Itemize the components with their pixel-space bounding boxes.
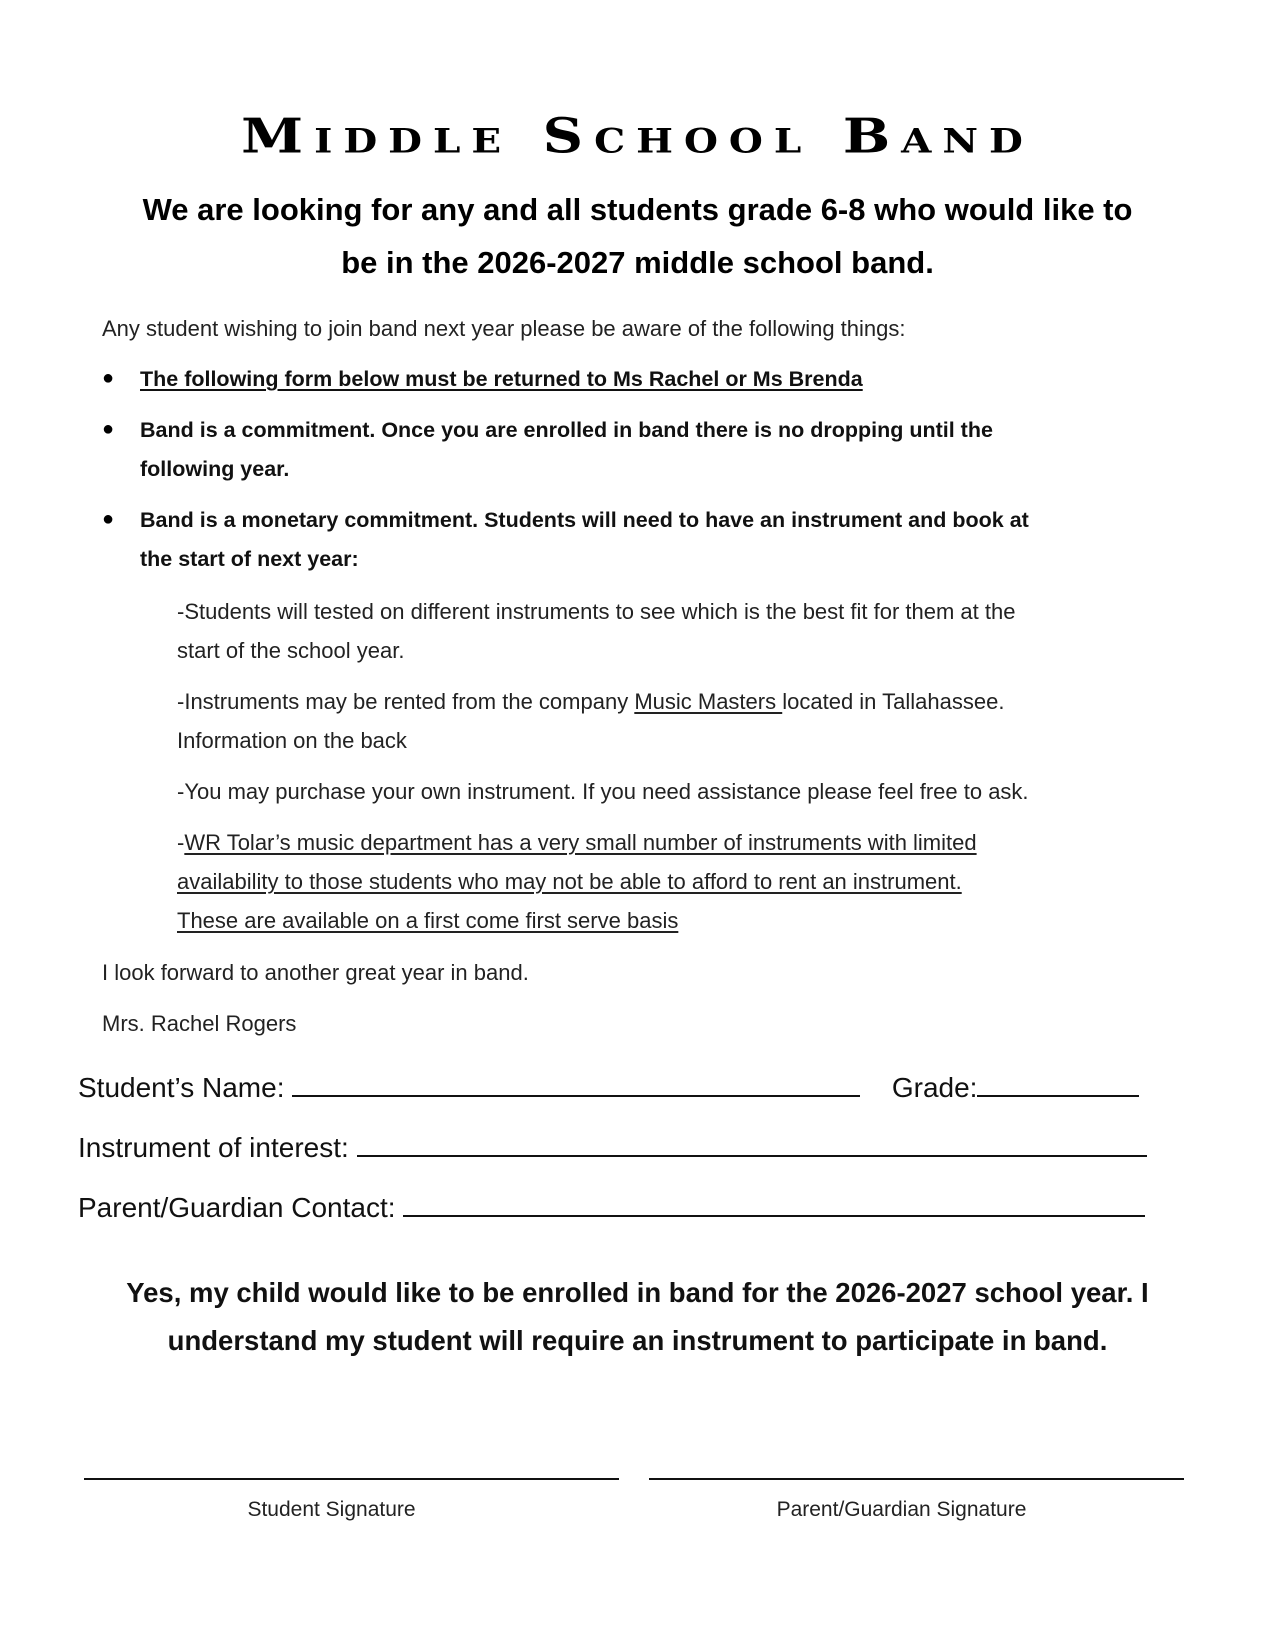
student-signature-label: Student Signature (247, 1498, 416, 1521)
intro-text: Any student wishing to join band next year please be aware of the following things: (102, 316, 906, 341)
detail-tolar-text-1: WR Tolar’s music department has a very small number of instruments with limited (184, 830, 977, 855)
instrument-label: Instrument of interest: (78, 1132, 349, 1163)
contact-field[interactable] (403, 1193, 1145, 1217)
music-masters-link: Music Masters (634, 689, 783, 714)
student-name-field[interactable] (292, 1073, 860, 1097)
detail-rent-prefix: -Instruments may be rented from the company (177, 689, 635, 714)
detail-tolar-line-2: availability to those students who may not be able to afford to rent an instrument. (177, 869, 962, 894)
contact-row (78, 1192, 1145, 1224)
instrument-row (78, 1132, 1147, 1164)
student-signature-line[interactable] (84, 1478, 619, 1480)
closing-text: I look forward to another great year in band. (102, 960, 529, 985)
headline-line-2: be in the 2026-2027 middle school band. (341, 245, 934, 280)
bullet-commitment-line-2: following year. (140, 457, 290, 481)
consent-line-2: understand my student will require an instrument to participate in band. (167, 1325, 1108, 1356)
parent-signature-line[interactable] (649, 1478, 1184, 1480)
parent-signature-label: Parent/Guardian Signature (776, 1498, 1027, 1521)
bullet-commitment-line-1: Band is a commitment. Once you are enrolled in band there is no dropping until the (140, 418, 993, 442)
detail-tested-line-2: start of the school year. (177, 638, 405, 663)
bullet-monetary-line-1: Band is a monetary commitment. Students will need to have an instrument and book at (140, 508, 1029, 532)
student-name-row (78, 1072, 1139, 1104)
detail-rent-suffix: located in Tallahassee. (782, 689, 1005, 714)
headline-line-1: We are looking for any and all students grade 6-8 who would like to (142, 192, 1133, 227)
detail-tolar-line-3: These are available on a first come first serve basis (177, 908, 679, 933)
detail-rent-line-1 (177, 689, 1004, 715)
grade-label: Grade: (891, 1072, 978, 1103)
detail-tolar-dash: - (177, 830, 185, 855)
bullet-form-return: The following form below must be returned to Ms Rachel or Ms Brenda (140, 367, 863, 391)
detail-tested-line-1: -Students will tested on different instruments to see which is the best fit for them at the (177, 599, 1016, 624)
bullet-dot: ● (102, 418, 115, 440)
instrument-field[interactable] (357, 1133, 1147, 1157)
signature-name: Mrs. Rachel Rogers (102, 1011, 297, 1036)
student-name-label: Student’s Name: (78, 1072, 285, 1103)
grade-field[interactable] (977, 1073, 1139, 1097)
detail-purchase: -You may purchase your own instrument. If you need assistance please feel free to ask. (177, 779, 1029, 804)
bullet-dot: ● (102, 367, 115, 389)
bullet-monetary-line-2: the start of next year: (140, 547, 359, 571)
detail-rent-line-2: Information on the back (177, 728, 407, 753)
bullet-dot: ● (102, 508, 115, 530)
page-title: Middle School Band (241, 107, 1034, 165)
consent-line-1: Yes, my child would like to be enrolled in band for the 2026-2027 school year. I (126, 1277, 1149, 1308)
contact-label: Parent/Guardian Contact: (78, 1192, 396, 1223)
detail-tolar-line-1 (177, 830, 977, 856)
